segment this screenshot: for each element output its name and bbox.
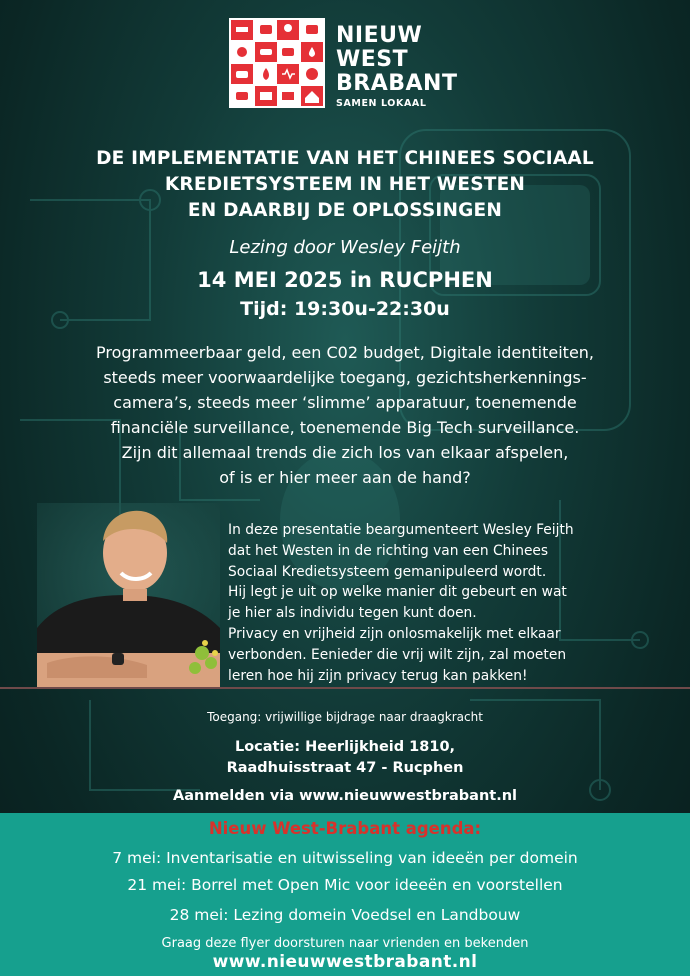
agenda-item: 21 mei: Borrel met Open Mic voor ideeën en voorstellen <box>127 876 563 894</box>
intro-line: financiële surveillance, toenemende Big Tech surveillance. <box>110 418 580 437</box>
brand-line-3: BRABANT <box>336 71 458 96</box>
brand-line-2: WEST <box>336 47 409 72</box>
footer-website-link[interactable]: www.nieuwwestbrabant.nl <box>212 952 478 972</box>
location-line-2: Raadhuisstraat 47 - Rucphen <box>226 760 464 776</box>
brand-wordmark <box>336 24 457 110</box>
registration-link[interactable]: Aanmelden via www.nieuwwestbrabant.nl <box>172 788 518 804</box>
presentation-description <box>228 520 668 686</box>
intro-line: of is er hier meer aan de hand? <box>219 468 471 487</box>
description-line: je hier als individu tegen kunt doen. <box>228 605 477 622</box>
intro-paragraph <box>20 340 670 490</box>
intro-line: Zijn dit allemaal trends die zich los van elkaar afspelen, <box>121 443 569 462</box>
agenda-title: Nieuw West-Brabant agenda: <box>208 819 482 838</box>
section-divider <box>0 687 690 689</box>
event-title <box>0 146 690 224</box>
event-title-line-3: EN DAARBIJ DE OPLOSSINGEN <box>187 200 503 221</box>
brand-tagline: SAMEN LOKAAL <box>336 98 427 109</box>
admission-info: Toegang: vrijwillige bijdrage naar draagkracht <box>207 710 483 724</box>
description-line: Privacy en vrijheid zijn onlosmakelijk met elkaar <box>228 625 561 642</box>
description-line: Sociaal Kredietsysteem gemanipuleerd wordt. <box>228 563 547 580</box>
speaker-line: Lezing door Wesley Feijth <box>229 237 461 258</box>
location-info <box>0 737 690 779</box>
description-line: In deze presentatie beargumenteert Wesley Feijth <box>228 522 574 538</box>
intro-line: steeds meer voorwaardelijke toegang, gezichtsherkennings- <box>103 368 587 387</box>
agenda-item: 7 mei: Inventarisatie en uitwisseling van ideeën per domein <box>112 849 578 867</box>
description-line: Hij legt je uit op welke manier dit gebeurt en wat <box>228 584 567 601</box>
agenda-item: 28 mei: Lezing domein Voedsel en Landbouw <box>169 906 521 924</box>
event-date: 14 MEI 2025 in RUCPHEN <box>197 268 493 292</box>
intro-line: camera’s, steeds meer ‘slimme’ apparatuur, toenemende <box>113 393 577 412</box>
location-line-1: Locatie: Heerlijkheid 1810, <box>234 739 456 755</box>
forward-note: Graag deze flyer doorsturen naar vrienden en bekenden <box>161 936 529 951</box>
description-line: leren hoe hij zijn privacy terug kan pakken! <box>228 667 528 684</box>
event-title-line-2: KREDIETSYSTEEM IN HET WESTEN <box>164 174 526 195</box>
intro-line: Programmeerbaar geld, een C02 budget, Digitale identiteiten, <box>95 343 595 362</box>
nieuw-west-brabant-logo <box>229 18 325 108</box>
event-title-line-1: DE IMPLEMENTATIE VAN HET CHINEES SOCIAAL <box>96 148 594 169</box>
description-line: verbonden. Eenieder die vrij wilt zijn, zal moeten <box>228 646 567 663</box>
brand-line-1: NIEUW <box>336 23 423 48</box>
event-time: Tijd: 19:30u-22:30u <box>240 298 450 320</box>
speaker-photo <box>37 503 220 688</box>
description-line: dat het Westen in de richting van een Chinees <box>228 542 549 559</box>
